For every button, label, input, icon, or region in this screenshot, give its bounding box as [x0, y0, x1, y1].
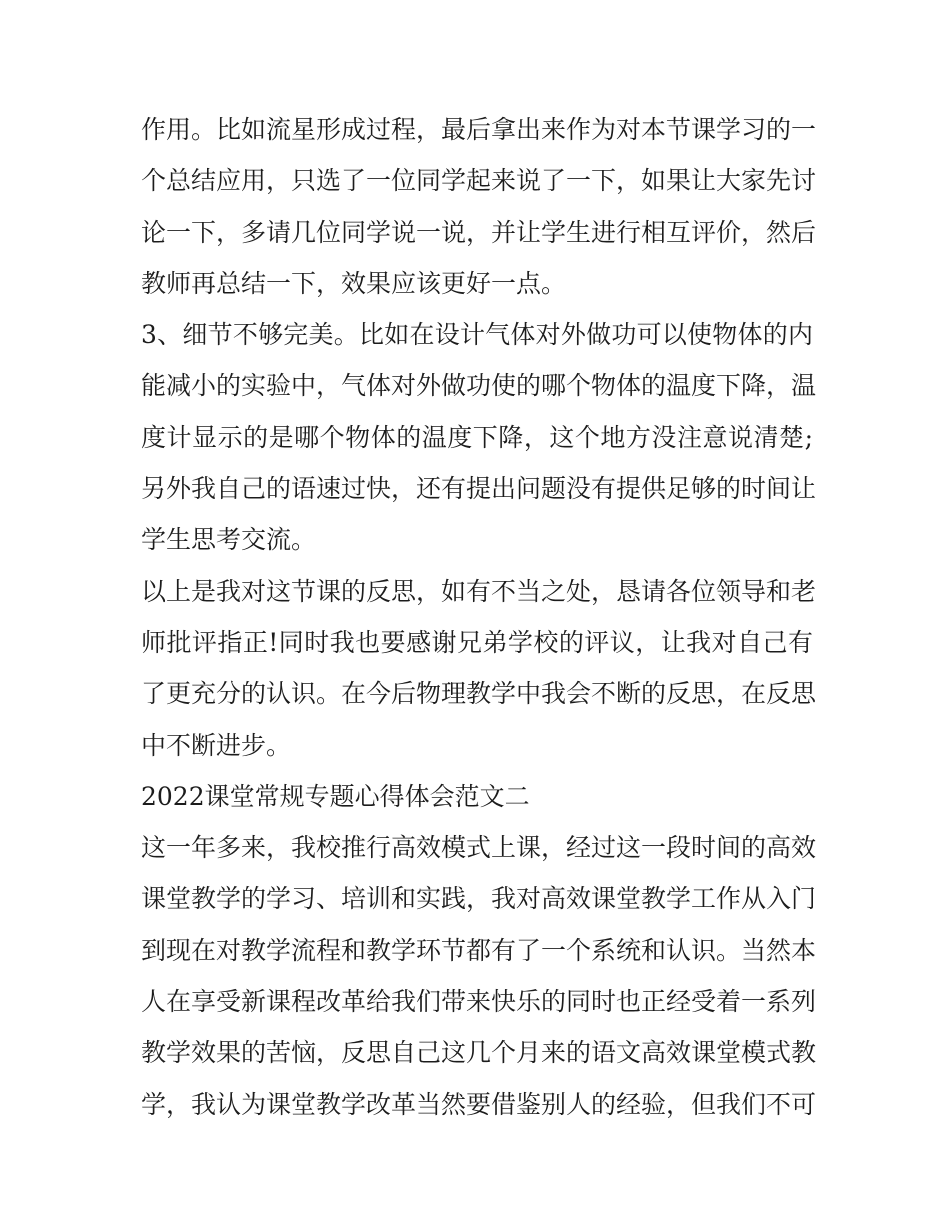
text-line: 学，我认为课堂教学改革当然要借鉴别人的经验，但我们不可	[141, 1089, 817, 1119]
text-line: 教师再总结一下，效果应该更好一点。	[141, 268, 567, 298]
text-line: 学生思考交流。	[141, 525, 317, 555]
document-body	[141, 104, 817, 1130]
text-line: 另外我自己的语速过快，还有提出问题没有提供足够的时间让	[141, 474, 817, 504]
text-line: 3、细节不够完美。比如在设计气体对外做功可以使物体的内	[141, 320, 813, 350]
text-line: 人在享受新课程改革给我们带来快乐的同时也正经受着一系列	[141, 987, 817, 1017]
text-line: 这一年多来，我校推行高效模式上课，经过这一段时间的高效	[141, 833, 817, 863]
text-line: 论一下，多请几位同学说一说，并让学生进行相互评价，然后	[141, 217, 817, 247]
text-line: 以上是我对这节课的反思，如有不当之处，恳请各位领导和老	[141, 576, 817, 606]
text-line: 中不断进步。	[141, 730, 292, 760]
text-line: 作用。比如流星形成过程，最后拿出来作为对本节课学习的一	[141, 115, 817, 144]
section-heading: 2022课堂常规专题心得体会范文二	[141, 781, 530, 811]
text-line: 课堂教学的学习、培训和实践，我对高效课堂教学工作从入门	[141, 884, 817, 914]
text-line: 师批评指正!同时我也要感谢兄弟学校的评议，让我对自己有	[141, 627, 813, 657]
text-line: 能减小的实验中，气体对外做功使的哪个物体的温度下降，温	[141, 371, 817, 401]
text-line: 了更充分的认识。在今后物理教学中我会不断的反思，在反思	[141, 679, 817, 709]
text-line: 度计显示的是哪个物体的温度下降，这个地方没注意说清楚;	[141, 422, 813, 452]
text-line: 个总结应用，只选了一位同学起来说了一下，如果让大家先讨	[141, 166, 817, 196]
text-line: 到现在对教学流程和教学环节都有了一个系统和认识。当然本	[141, 935, 817, 965]
text-line: 教学效果的苦恼，反思自己这几个月来的语文高效课堂模式教	[141, 1038, 817, 1068]
